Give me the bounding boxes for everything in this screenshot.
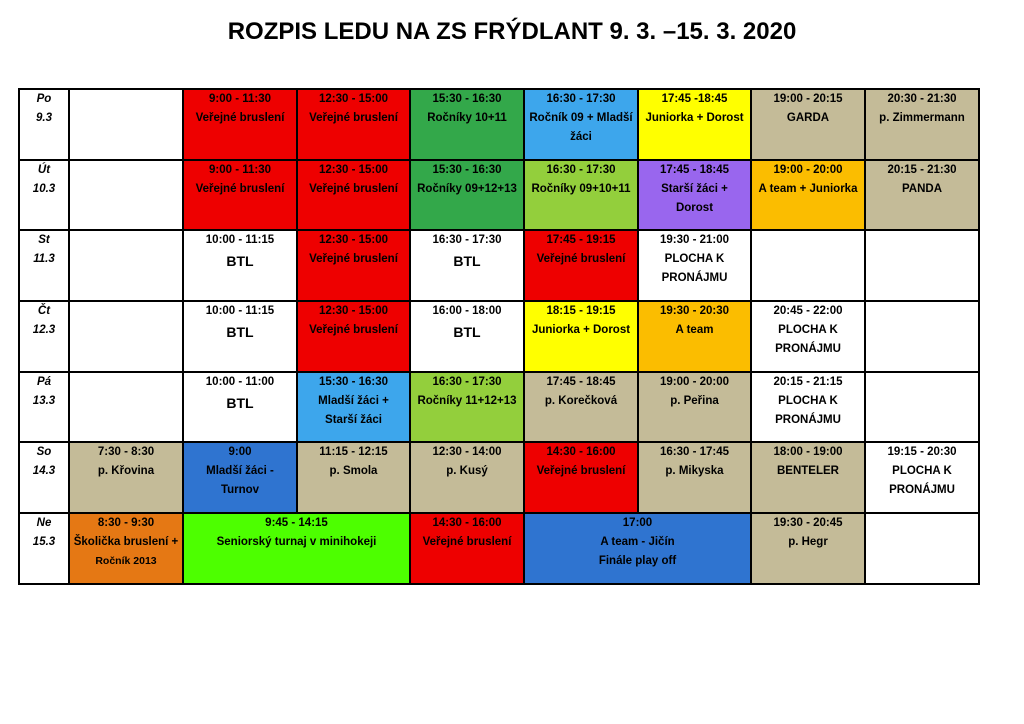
slot-label: p. Kusý [446, 465, 488, 478]
slot-label: p. Křovina [97, 465, 155, 478]
empty-slot [865, 301, 979, 372]
slot-time: 19:15 - 20:30 [887, 446, 957, 459]
slot-time: 12:30 - 15:00 [318, 234, 389, 247]
slot-time: 17:00 [622, 517, 653, 530]
day-cell [19, 372, 69, 443]
slot-time: 17:45 - 18:45 [546, 375, 616, 388]
slot-time: 10:00 - 11:00 [205, 375, 275, 388]
schedule-row [19, 301, 979, 372]
schedule-slot [410, 230, 524, 301]
schedule-slot [410, 89, 524, 160]
day-name: Pá [36, 375, 52, 388]
slot-time: 9:45 - 14:15 [265, 517, 328, 530]
schedule-slot [183, 230, 297, 301]
slot-label: Starší žáci + Dorost [661, 182, 728, 214]
slot-label: Mladší žáci + Starší žáci [318, 394, 389, 426]
slot-time: 16:30 - 17:30 [432, 375, 502, 388]
slot-label: p. Hegr [788, 536, 828, 549]
empty-slot [69, 230, 183, 301]
schedule-row [19, 442, 979, 513]
empty-slot [69, 160, 183, 231]
slot-time: 19:00 - 20:00 [659, 375, 730, 388]
schedule-slot [410, 513, 524, 584]
empty-slot [69, 372, 183, 443]
slot-time: 15:30 - 16:30 [432, 163, 502, 176]
slot-time: 19:30 - 20:45 [773, 517, 843, 530]
schedule-slot [524, 513, 751, 584]
slot-label: Veřejné bruslení [422, 536, 512, 549]
schedule-slot [865, 89, 979, 160]
slot-time: 20:15 - 21:15 [773, 375, 843, 388]
day-cell [19, 160, 69, 231]
schedule-slot [297, 89, 410, 160]
slot-time: 9:00 - 11:30 [208, 93, 271, 105]
slot-time: 16:30 - 17:30 [546, 163, 616, 176]
slot-label: PLOCHA K PRONÁJMU [661, 253, 728, 285]
slot-label: BTL [226, 394, 254, 411]
schedule-slot [297, 372, 410, 443]
slot-label: Ročníky 09+10+11 [531, 182, 631, 195]
day-date: 11.3 [33, 253, 55, 266]
schedule-slot [297, 301, 410, 372]
schedule-slot [183, 160, 297, 231]
slot-label: BTL [453, 324, 481, 341]
slot-time: 15:30 - 16:30 [432, 93, 502, 105]
schedule-row [19, 89, 979, 160]
slot-time: 12:30 - 15:00 [318, 305, 389, 318]
slot-label: Veřejné bruslení [309, 253, 398, 266]
day-name: Út [37, 163, 51, 176]
slot-time: 19:00 - 20:00 [773, 163, 843, 176]
empty-slot [865, 513, 979, 584]
slot-label: p. Mikyska [665, 465, 724, 478]
day-date: 9.3 [36, 112, 52, 124]
slot-label: Juniorka + Dorost [531, 324, 631, 337]
slot-time: 12:30 - 15:00 [318, 163, 389, 176]
schedule-slot [638, 160, 751, 231]
schedule-slot [524, 230, 638, 301]
schedule-slot [183, 301, 297, 372]
schedule-row [19, 513, 979, 584]
schedule-slot [183, 372, 297, 443]
schedule-row [19, 372, 979, 443]
slot-label: PLOCHA K PRONÁJMU [775, 324, 841, 356]
slot-time: 11:15 - 12:15 [319, 446, 388, 459]
schedule-slot [410, 301, 524, 372]
schedule-slot [297, 230, 410, 301]
schedule-slot [183, 89, 297, 160]
slot-time: 10:00 - 11:15 [205, 234, 275, 247]
slot-time: 9:00 [228, 446, 252, 459]
slot-time: 12:30 - 15:00 [318, 93, 389, 105]
slot-label: GARDA [786, 112, 830, 124]
day-cell [19, 230, 69, 301]
schedule-slot [638, 301, 751, 372]
day-date: 15.3 [32, 536, 56, 549]
slot-label: BTL [453, 253, 481, 270]
slot-label: Školička bruslení + [73, 536, 179, 549]
day-date: 13.3 [32, 394, 56, 407]
ice-schedule-table [18, 88, 980, 585]
slot-label: Ročník 2013 [95, 555, 157, 568]
schedule-slot [751, 301, 865, 372]
day-cell [19, 513, 69, 584]
slot-label: PLOCHA K PRONÁJMU [775, 394, 841, 426]
schedule-slot [524, 372, 638, 443]
schedule-slot [524, 442, 638, 513]
slot-label: PLOCHA K PRONÁJMU [889, 465, 955, 497]
slot-time: 20:15 - 21:30 [887, 163, 957, 176]
schedule-slot [524, 89, 638, 160]
schedule-slot [524, 301, 638, 372]
slot-label: BTL [226, 253, 254, 270]
slot-label: Ročník 09 + Mladší žáci [529, 112, 633, 143]
slot-label: Ročníky 10+11 [427, 112, 507, 124]
slot-label: p. Zimmermann [879, 112, 965, 124]
slot-label: A team [675, 324, 714, 337]
day-date: 12.3 [32, 324, 56, 337]
slot-label: p. Korečková [544, 394, 618, 407]
slot-label: PANDA [901, 182, 943, 195]
slot-time: 10:00 - 11:15 [205, 305, 275, 318]
schedule-slot [638, 372, 751, 443]
slot-time: 20:45 - 22:00 [773, 305, 843, 318]
schedule-slot [865, 160, 979, 231]
slot-time: 18:15 - 19:15 [546, 305, 616, 318]
slot-label: Ročníky 09+12+13 [417, 182, 517, 195]
slot-label: Veřejné bruslení [309, 324, 398, 337]
slot-label: Ročníky 11+12+13 [417, 394, 517, 407]
day-name: St [38, 234, 50, 247]
schedule-slot [865, 442, 979, 513]
slot-time: 9:00 - 11:30 [208, 163, 271, 176]
slot-time: 18:00 - 19:00 [773, 446, 843, 459]
slot-label: A team - Jičín [600, 536, 675, 549]
schedule-row [19, 160, 979, 231]
day-cell [19, 442, 69, 513]
slot-time: 16:30 - 17:30 [432, 234, 502, 247]
slot-time: 16:30 - 17:30 [546, 93, 616, 105]
slot-time: 7:30 - 8:30 [97, 446, 155, 459]
schedule-slot [410, 372, 524, 443]
page-title: ROZPIS LEDU NA ZS FRÝDLANT 9. 3. –15. 3. 2020 [227, 18, 797, 45]
slot-label: Mladší žáci - Turnov [206, 465, 274, 497]
slot-label: Finále play off [598, 555, 677, 568]
day-name: Čt [37, 305, 51, 318]
schedule-slot [638, 230, 751, 301]
schedule-slot [751, 160, 865, 231]
slot-label: p. Peřina [670, 394, 719, 407]
schedule-slot [297, 160, 410, 231]
slot-label: Juniorka + Dorost [645, 112, 744, 124]
slot-time: 17:45 -18:45 [661, 93, 728, 105]
slot-time: 15:30 - 16:30 [318, 375, 389, 388]
day-cell [19, 301, 69, 372]
schedule-slot [751, 513, 865, 584]
schedule-slot [638, 442, 751, 513]
slot-label: Veřejné bruslení [536, 253, 626, 266]
slot-time: 14:30 - 16:00 [546, 446, 616, 459]
empty-slot [865, 372, 979, 443]
slot-time: 14:30 - 16:00 [432, 517, 502, 530]
schedule-slot [410, 160, 524, 231]
slot-label: A team + Juniorka [758, 182, 858, 195]
slot-time: 17:45 - 18:45 [659, 163, 730, 176]
schedule-body [19, 89, 979, 584]
slot-time: 19:30 - 21:00 [659, 234, 730, 247]
slot-label: Veřejné bruslení [195, 112, 285, 124]
schedule-slot [751, 372, 865, 443]
day-name: Ne [36, 517, 52, 530]
schedule-slot [751, 89, 865, 160]
slot-time: 16:30 - 17:45 [659, 446, 730, 459]
slot-label: p. Smola [329, 465, 378, 478]
day-name: Po [36, 93, 52, 105]
day-date: 10.3 [32, 182, 56, 195]
slot-time: 16:00 - 18:00 [432, 305, 502, 318]
schedule-slot [297, 442, 410, 513]
schedule-slot [751, 442, 865, 513]
schedule-slot [183, 442, 297, 513]
empty-slot [69, 89, 183, 160]
slot-time: 19:00 - 20:15 [773, 93, 843, 105]
slot-label: BENTELER [777, 465, 839, 478]
schedule-slot [524, 160, 638, 231]
slot-label: Veřejné bruslení [536, 465, 626, 478]
slot-label: Veřejné bruslení [309, 182, 398, 195]
slot-time: 12:30 - 14:00 [432, 446, 502, 459]
slot-label: Veřejné bruslení [195, 182, 285, 195]
schedule-slot [69, 513, 183, 584]
slot-label: Seniorský turnaj v minihokeji [216, 536, 377, 549]
schedule-slot [183, 513, 410, 584]
day-name: So [36, 446, 52, 459]
empty-slot [751, 230, 865, 301]
schedule-row [19, 230, 979, 301]
slot-time: 8:30 - 9:30 [97, 517, 155, 530]
slot-label: Veřejné bruslení [309, 112, 398, 124]
slot-time: 19:30 - 20:30 [659, 305, 730, 318]
empty-slot [865, 230, 979, 301]
slot-time: 20:30 - 21:30 [887, 93, 957, 105]
slot-label: BTL [226, 324, 254, 341]
schedule-slot [69, 442, 183, 513]
schedule-slot [410, 442, 524, 513]
schedule-slot [638, 89, 751, 160]
day-date: 14.3 [32, 465, 56, 478]
empty-slot [69, 301, 183, 372]
slot-time: 17:45 - 19:15 [546, 234, 616, 247]
day-cell [19, 89, 69, 160]
